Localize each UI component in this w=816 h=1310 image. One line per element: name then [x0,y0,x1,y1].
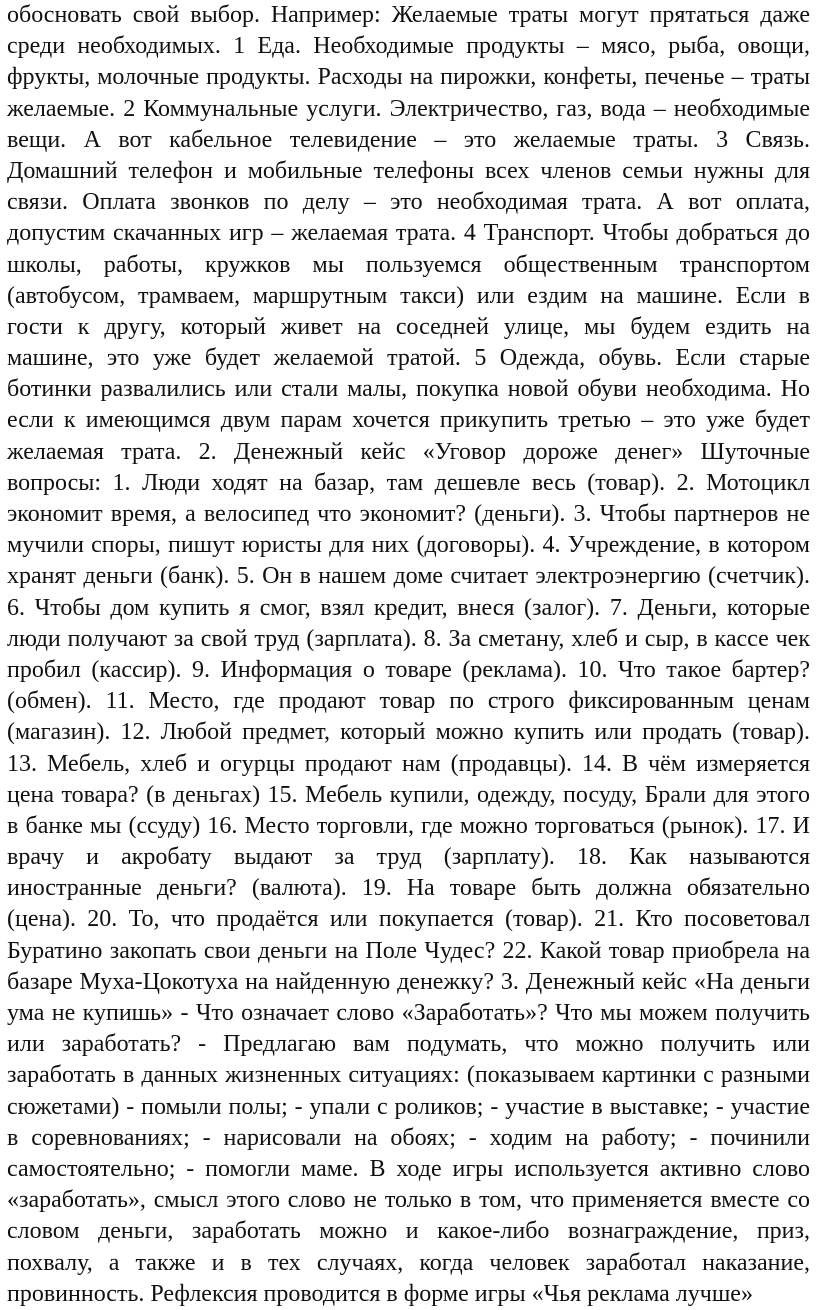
text-line: школы, работы, кружков мы пользуемся общественным транспортом [7,251,810,278]
text-line: фрукты, молочные продукты. Расходы на пирожки, конфеты, печенье – траты [7,64,810,91]
text-line: 13. Мебель, хлеб и огурцы продают нам (продавцы). 14. В чём измеряется [7,750,810,777]
text-line: словом деньги, заработать можно и какое-либо вознаграждение, приз, [7,1218,810,1245]
text-line: (магазин). 12. Любой предмет, который можно купить или продать (товар). [7,719,810,746]
text-line: (цена). 20. То, что продаётся или покупается (товар). 21. Кто посоветовал [7,906,810,933]
text-line: похвалу, а также и в тех случаях, когда человек заработал наказание, [7,1249,810,1276]
text-line: 6. Чтобы дом купить я смог, взял кредит, внеся (залог). 7. Деньги, которые [7,594,810,621]
text-line: провинность. Рефлексия проводится в форме игры «Чья реклама лучше» [7,1280,753,1307]
text-line: сюжетами) - помыли полы; - упали с роликов; - участие в выставке; - участие [7,1093,810,1120]
text-line: хранят деньги (банк). 5. Он в нашем доме считает электроэнергию (счетчик). [7,563,810,590]
text-line: желаемая трата. 2. Денежный кейс «Уговор дороже денег» Шуточные [7,438,810,465]
text-line: в банке мы (ссуду) 16. Место торговли, где можно торговаться (рынок). 17. И [7,812,810,839]
text-line: вещи. А вот кабельное телевидение – это желаемые траты. 3 Связь. [7,126,810,153]
text-line: пробил (кассир). 9. Информация о товаре (реклама). 10. Что такое бартер? [7,656,810,683]
text-line: Домашний телефон и мобильные телефоны всех членов семьи нужны для [7,157,810,184]
text-line: врачу и акробату выдают за труд (зарплату). 18. Как называются [7,844,810,871]
text-line: гости к другу, который живет на соседней улице, мы будем ездить на [7,313,810,340]
text-line: желаемые. 2 Коммунальные услуги. Электричество, газ, вода – необходимые [7,95,810,122]
text-line: если к имеющимся двум парам хочется прикупить третью – это уже будет [7,407,810,434]
text-line: люди получают за свой труд (зарплата). 8. За сметану, хлеб и сыр, в кассе чек [7,625,810,652]
text-line: Буратино закопать свои деньги на Поле Чудес? 22. Какой товар приобрела на [7,937,810,964]
text-line: в соревнованиях; - нарисовали на обоях; - ходим на работу; - починили [7,1124,810,1151]
text-line: цена товара? (в деньгах) 15. Мебель купили, одежду, посуду, Брали для этого [7,781,810,808]
text-line: среди необходимых. 1 Еда. Необходимые продукты – мясо, рыба, овощи, [7,33,810,60]
text-line: экономит время, а велосипед что экономит? (деньги). 3. Чтобы партнеров не [7,501,810,527]
text-line: обосновать свой выбор. Например: Желаемые траты могут прятаться даже [7,2,810,28]
text-line: ботинки развалились или стали малы, покупка новой обуви необходима. Но [7,376,810,403]
text-line: допустим скачанных игр – желаемая трата. 4 Транспорт. Чтобы добраться до [7,220,810,247]
text-line: (автобусом, трамваем, маршрутным такси) или ездим на машине. Если в [7,282,810,309]
text-line: или заработать? - Предлагаю вам подумать, что можно получить или [7,1031,810,1058]
text-line: мучили споры, пишут юристы для них (договоры). 4. Учреждение, в котором [7,532,810,559]
text-line: вопросы: 1. Люди ходят на базар, там дешевле весь (товар). 2. Мотоцикл [7,469,810,496]
text-line: машине, это уже будет желаемой тратой. 5 Одежда, обувь. Если старые [7,345,810,372]
text-line: иностранные деньги? (валюта). 19. На товаре быть должна обязательно [7,875,810,902]
text-line: (обмен). 11. Место, где продают товар по строго фиксированным ценам [7,688,810,715]
text-line: заработать в данных жизненных ситуациях: (показываем картинки с разными [7,1062,810,1089]
text-line: самостоятельно; - помогли маме. В ходе игры используется активно слово [7,1155,810,1182]
body-text [7,0,810,1310]
text-line: ума не купишь» - Что означает слово «Заработать»? Что мы можем получить [7,1000,810,1026]
text-line: базаре Муха-Цокотуха на найденную денежку? 3. Денежный кейс «На деньги [7,968,810,995]
text-line: связи. Оплата звонков по делу – это необходимая трата. А вот оплата, [7,189,810,216]
text-line: «заработать», смысл этого слово не только в том, что применяется вместе со [7,1187,810,1214]
